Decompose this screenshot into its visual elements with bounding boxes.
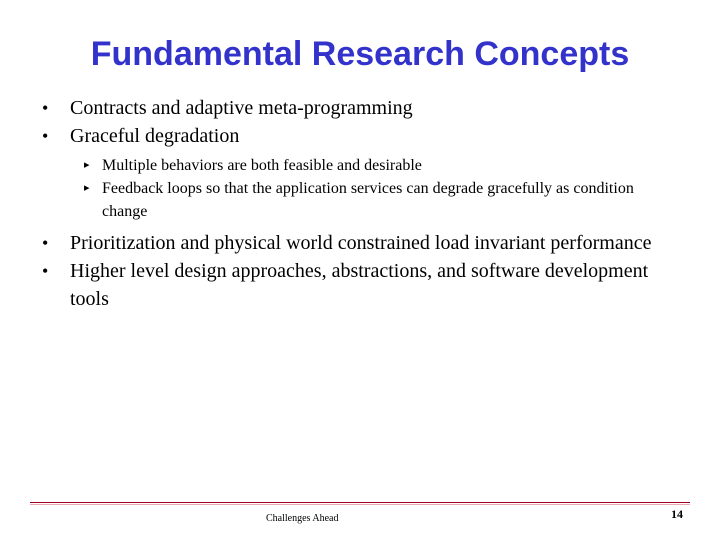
slide-title: Fundamental Research Concepts [90, 35, 630, 73]
sub-bullet-text: Multiple behaviors are both feasible and desirable [102, 157, 422, 174]
triangle-bullet-icon: ▸ [84, 182, 90, 194]
footer-divider [30, 502, 690, 503]
triangle-bullet-icon: ▸ [84, 159, 90, 171]
bullet-item [42, 122, 662, 150]
bullet-text: Contracts and adaptive meta-programming [70, 97, 413, 119]
bullet-text: Higher level design approaches, abstractions, and software development tools [70, 260, 649, 310]
bullet-icon: • [42, 233, 49, 253]
footer-label: Challenges Ahead [266, 513, 339, 524]
slide-body [42, 94, 662, 313]
bullet-item [42, 257, 662, 313]
bullet-item [42, 229, 662, 257]
bullet-icon: • [42, 98, 49, 118]
sub-bullet-item [42, 154, 662, 177]
bullet-icon: • [42, 126, 49, 146]
sub-bullet-item [42, 177, 662, 223]
bullet-icon: • [42, 261, 49, 281]
bullet-item [42, 94, 662, 122]
sub-bullet-text: Feedback loops so that the application services can degrade gracefully as condition change [102, 180, 634, 220]
page-number: 14 [671, 507, 683, 521]
bullet-text: Graceful degradation [70, 125, 240, 147]
footer-divider-shadow [30, 504, 690, 505]
bullet-text: Prioritization and physical world constrained load invariant performance [70, 232, 652, 254]
